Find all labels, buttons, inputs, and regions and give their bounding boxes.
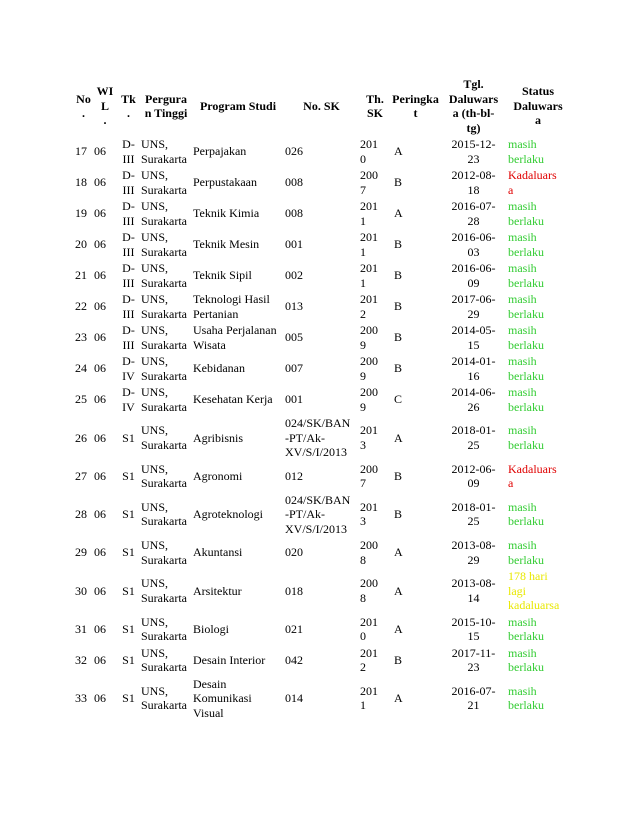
cell-status-daluwarsa: masih berlaku <box>508 354 544 383</box>
cell-th-sk: 200 7 <box>360 461 378 490</box>
header-tk: Tk . <box>121 91 136 120</box>
cell-th-sk: 201 3 <box>360 499 378 529</box>
cell-no-sk: 007 <box>285 361 303 376</box>
cell-wil: 06 <box>94 545 106 560</box>
cell-program-studi: Teknik Sipil <box>193 268 252 283</box>
accreditation-table <box>74 76 569 721</box>
header-no-sk: No. SK <box>303 98 340 113</box>
table-row <box>74 167 569 198</box>
cell-peringkat: C <box>394 392 403 407</box>
cell-peringkat: B <box>394 330 403 345</box>
table-row <box>74 461 569 492</box>
cell-wil: 06 <box>94 583 106 598</box>
table-row <box>74 676 569 722</box>
cell-program-studi: Agroteknologi <box>193 507 263 521</box>
cell-tgl-daluwarsa: 2015-12- 23 <box>451 137 496 166</box>
cell-peringkat: A <box>394 144 403 159</box>
cell-no: 26 <box>75 430 87 445</box>
cell-tk: D- III <box>122 137 135 166</box>
cell-no-sk: 014 <box>285 691 303 705</box>
header-perguruan-tinggi: Pergura n Tinggi <box>144 91 188 120</box>
cell-tgl-daluwarsa: 2018-01- 25 <box>451 423 496 452</box>
header-program-studi: Program Studi <box>199 98 277 113</box>
table-row <box>74 229 569 260</box>
cell-tgl-daluwarsa: 2018-01- 25 <box>451 499 496 529</box>
header-wil: WIL . <box>96 84 114 128</box>
cell-th-sk: 200 9 <box>360 354 378 383</box>
cell-program-studi: Usaha Perjalanan Wisata <box>193 323 277 352</box>
cell-perguruan-tinggi: UNS, Surakarta <box>141 168 187 197</box>
cell-program-studi: Teknologi Hasil Pertanian <box>193 292 270 321</box>
cell-program-studi: Arsitektur <box>193 583 242 598</box>
cell-th-sk: 201 0 <box>360 614 378 643</box>
cell-status-daluwarsa: masih berlaku <box>508 385 544 414</box>
table-header-row <box>74 76 569 136</box>
cell-tgl-daluwarsa: 2016-07- 28 <box>451 199 496 228</box>
cell-status-daluwarsa: masih berlaku <box>508 683 544 713</box>
cell-no-sk: 013 <box>285 299 303 314</box>
cell-program-studi: Desain Interior <box>193 652 266 667</box>
cell-tk: S1 <box>122 621 135 636</box>
cell-tgl-daluwarsa: 2016-06- 09 <box>451 261 496 290</box>
cell-peringkat: A <box>394 430 403 445</box>
cell-wil: 06 <box>94 621 106 636</box>
cell-no: 30 <box>75 583 87 598</box>
cell-wil: 06 <box>94 652 106 667</box>
cell-peringkat: B <box>394 268 403 283</box>
cell-th-sk: 201 2 <box>360 645 378 674</box>
cell-th-sk: 200 9 <box>360 385 378 414</box>
cell-no-sk: 020 <box>285 545 303 560</box>
cell-tk: S1 <box>122 583 135 598</box>
cell-status-daluwarsa: Kadaluars a <box>508 461 557 490</box>
cell-perguruan-tinggi: UNS, Surakarta <box>141 199 187 228</box>
table-row <box>74 260 569 291</box>
cell-tk: D- III <box>122 199 135 228</box>
table-body <box>74 136 569 721</box>
cell-status-daluwarsa: masih berlaku <box>508 645 544 674</box>
cell-perguruan-tinggi: UNS, Surakarta <box>141 292 187 321</box>
cell-perguruan-tinggi: UNS, Surakarta <box>141 614 187 643</box>
cell-no: 24 <box>75 361 87 376</box>
cell-status-daluwarsa: 178 hari lagi kadaluarsa <box>508 569 560 612</box>
header-status-daluwarsa: Status Daluwars a <box>513 84 563 128</box>
cell-tgl-daluwarsa: 2016-06- 03 <box>451 230 496 259</box>
cell-no: 23 <box>75 330 87 345</box>
header-tgl-daluwarsa: Tgl. Daluwars a (th-bl- tg) <box>448 77 499 135</box>
table-row <box>74 322 569 353</box>
table-row <box>74 645 569 676</box>
cell-wil: 06 <box>94 175 106 190</box>
cell-peringkat: A <box>394 206 403 221</box>
cell-no-sk: 005 <box>285 330 303 345</box>
header-peringkat: Peringka t <box>392 91 439 120</box>
cell-tk: D- IV <box>122 354 135 383</box>
cell-tgl-daluwarsa: 2014-06- 26 <box>451 385 496 414</box>
cell-th-sk: 201 3 <box>360 423 378 452</box>
cell-program-studi: Perpajakan <box>193 144 247 159</box>
cell-no: 22 <box>75 299 87 314</box>
cell-peringkat: B <box>394 507 403 521</box>
cell-th-sk: 200 8 <box>360 576 378 605</box>
cell-perguruan-tinggi: UNS, Surakarta <box>141 576 187 605</box>
cell-tk: S1 <box>122 468 135 483</box>
cell-wil: 06 <box>94 392 106 407</box>
cell-th-sk: 201 2 <box>360 292 378 321</box>
cell-tgl-daluwarsa: 2017-11- 23 <box>451 645 496 674</box>
cell-wil: 06 <box>94 430 106 445</box>
cell-th-sk: 200 9 <box>360 323 378 352</box>
cell-wil: 06 <box>94 468 106 483</box>
cell-perguruan-tinggi: UNS, Surakarta <box>141 538 187 567</box>
cell-no-sk: 042 <box>285 652 303 667</box>
cell-status-daluwarsa: masih berlaku <box>508 499 544 529</box>
cell-program-studi: Agribisnis <box>193 430 244 445</box>
table-row <box>74 384 569 415</box>
cell-tk: D- III <box>122 292 135 321</box>
cell-perguruan-tinggi: UNS, Surakarta <box>141 137 187 166</box>
cell-no-sk: 002 <box>285 268 303 283</box>
cell-no-sk: 018 <box>285 583 303 598</box>
cell-tk: S1 <box>122 545 135 560</box>
header-th-sk: Th. SK <box>366 91 384 120</box>
cell-tgl-daluwarsa: 2013-08- 14 <box>451 576 496 605</box>
cell-status-daluwarsa: masih berlaku <box>508 292 544 321</box>
cell-program-studi: Agronomi <box>193 468 243 483</box>
cell-tk: D- III <box>122 230 135 259</box>
cell-tgl-daluwarsa: 2013-08- 29 <box>451 538 496 567</box>
cell-perguruan-tinggi: UNS, Surakarta <box>141 230 187 259</box>
cell-no-sk: 008 <box>285 175 303 190</box>
cell-tgl-daluwarsa: 2014-01- 16 <box>451 354 496 383</box>
cell-tk: S1 <box>122 691 135 705</box>
cell-status-daluwarsa: masih berlaku <box>508 137 544 166</box>
cell-tk: D- III <box>122 261 135 290</box>
cell-no: 21 <box>75 268 87 283</box>
table-row <box>74 415 569 461</box>
cell-no-sk: 012 <box>285 468 303 483</box>
cell-tk: S1 <box>122 507 135 521</box>
cell-program-studi: Kesehatan Kerja <box>193 392 273 407</box>
cell-tgl-daluwarsa: 2016-07- 21 <box>451 683 496 713</box>
cell-program-studi: Biologi <box>193 621 230 636</box>
cell-no: 27 <box>75 468 87 483</box>
cell-peringkat: B <box>394 237 403 252</box>
cell-no: 33 <box>75 691 87 705</box>
cell-no: 29 <box>75 545 87 560</box>
cell-wil: 06 <box>94 299 106 314</box>
cell-peringkat: A <box>394 691 403 705</box>
cell-th-sk: 201 1 <box>360 683 378 713</box>
table-row <box>74 291 569 322</box>
cell-status-daluwarsa: masih berlaku <box>508 423 544 452</box>
cell-th-sk: 201 1 <box>360 261 378 290</box>
cell-wil: 06 <box>94 507 106 521</box>
cell-perguruan-tinggi: UNS, Surakarta <box>141 499 187 529</box>
cell-peringkat: B <box>394 652 403 667</box>
cell-perguruan-tinggi: UNS, Surakarta <box>141 261 187 290</box>
cell-no: 19 <box>75 206 87 221</box>
cell-peringkat: B <box>394 361 403 376</box>
cell-status-daluwarsa: masih berlaku <box>508 199 544 228</box>
cell-wil: 06 <box>94 361 106 376</box>
cell-perguruan-tinggi: UNS, Surakarta <box>141 683 187 713</box>
cell-tgl-daluwarsa: 2014-05- 15 <box>451 323 496 352</box>
cell-status-daluwarsa: masih berlaku <box>508 614 544 643</box>
cell-th-sk: 201 1 <box>360 230 378 259</box>
cell-wil: 06 <box>94 206 106 221</box>
cell-no: 32 <box>75 652 87 667</box>
table-row <box>74 537 569 568</box>
cell-tgl-daluwarsa: 2015-10- 15 <box>451 614 496 643</box>
cell-tk: D- IV <box>122 385 135 414</box>
cell-wil: 06 <box>94 330 106 345</box>
cell-tgl-daluwarsa: 2012-06- 09 <box>451 461 496 490</box>
cell-no: 31 <box>75 621 87 636</box>
cell-status-daluwarsa: Kadaluars a <box>508 168 557 197</box>
table-row <box>74 614 569 645</box>
cell-th-sk: 201 1 <box>360 199 378 228</box>
cell-no: 20 <box>75 237 87 252</box>
cell-th-sk: 200 8 <box>360 538 378 567</box>
table-row <box>74 353 569 384</box>
cell-peringkat: A <box>394 621 403 636</box>
cell-perguruan-tinggi: UNS, Surakarta <box>141 423 187 452</box>
cell-program-studi: Perpustakaan <box>193 175 257 190</box>
cell-status-daluwarsa: masih berlaku <box>508 538 544 567</box>
cell-th-sk: 201 0 <box>360 137 378 166</box>
cell-tgl-daluwarsa: 2012-08- 18 <box>451 168 496 197</box>
cell-no: 18 <box>75 175 87 190</box>
cell-no-sk: 021 <box>285 621 303 636</box>
cell-perguruan-tinggi: UNS, Surakarta <box>141 354 187 383</box>
cell-peringkat: B <box>394 175 403 190</box>
cell-tk: D- III <box>122 323 135 352</box>
cell-program-studi: Akuntansi <box>193 545 243 560</box>
cell-tk: D- III <box>122 168 135 197</box>
cell-status-daluwarsa: masih berlaku <box>508 261 544 290</box>
cell-th-sk: 200 7 <box>360 168 378 197</box>
table-row <box>74 568 569 614</box>
cell-no: 28 <box>75 507 87 521</box>
cell-wil: 06 <box>94 144 106 159</box>
cell-no: 17 <box>75 144 87 159</box>
cell-program-studi: Teknik Mesin <box>193 237 260 252</box>
cell-status-daluwarsa: masih berlaku <box>508 230 544 259</box>
cell-status-daluwarsa: masih berlaku <box>508 323 544 352</box>
cell-tgl-daluwarsa: 2017-06- 29 <box>451 292 496 321</box>
cell-peringkat: B <box>394 468 403 483</box>
cell-perguruan-tinggi: UNS, Surakarta <box>141 645 187 674</box>
table-row <box>74 492 569 538</box>
cell-peringkat: A <box>394 583 403 598</box>
cell-tk: S1 <box>122 430 135 445</box>
cell-peringkat: A <box>394 545 403 560</box>
table-row <box>74 136 569 167</box>
cell-tk: S1 <box>122 652 135 667</box>
cell-program-studi: Kebidanan <box>193 361 245 376</box>
cell-no: 25 <box>75 392 87 407</box>
cell-wil: 06 <box>94 268 106 283</box>
cell-no-sk: 001 <box>285 237 303 252</box>
cell-no-sk: 026 <box>285 144 303 159</box>
cell-perguruan-tinggi: UNS, Surakarta <box>141 323 187 352</box>
cell-perguruan-tinggi: UNS, Surakarta <box>141 385 187 414</box>
cell-wil: 06 <box>94 691 106 705</box>
cell-program-studi: Desain Komunikasi Visual <box>193 676 252 720</box>
cell-program-studi: Teknik Kimia <box>193 206 260 221</box>
cell-no-sk: 008 <box>285 206 303 221</box>
cell-no-sk: 024/SK/BAN -PT/Ak- XV/S/I/2013 <box>285 492 351 536</box>
table-row <box>74 198 569 229</box>
cell-no-sk: 024/SK/BAN -PT/Ak- XV/S/I/2013 <box>285 416 351 459</box>
cell-wil: 06 <box>94 237 106 252</box>
cell-perguruan-tinggi: UNS, Surakarta <box>141 461 187 490</box>
cell-no-sk: 001 <box>285 392 303 407</box>
header-no: No . <box>76 91 91 120</box>
cell-peringkat: B <box>394 299 403 314</box>
